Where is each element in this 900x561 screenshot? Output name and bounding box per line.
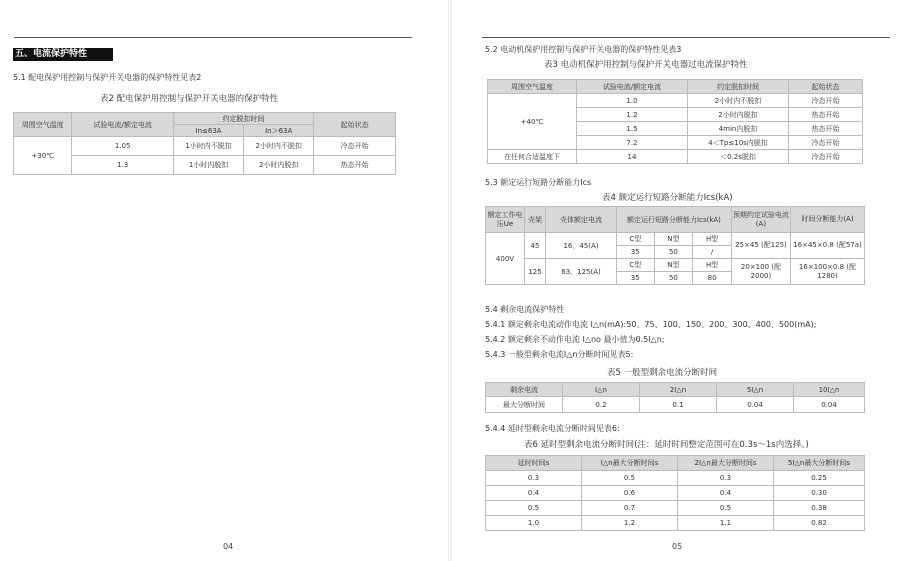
- t4-type: N型: [654, 259, 693, 272]
- t6-cell: 0.25: [774, 471, 865, 486]
- t6-cell: 0.7: [582, 501, 678, 516]
- t3-cell: 1.2: [577, 108, 688, 122]
- t4-voltage: 400V: [486, 233, 525, 285]
- t3-h: 周围空气温度: [488, 80, 577, 94]
- t2-temp: +30℃: [14, 137, 72, 175]
- table2: [13, 112, 396, 175]
- t6-cell: 0.38: [774, 501, 865, 516]
- table5: [485, 382, 865, 413]
- t2-h-state: 起始状态: [314, 113, 396, 137]
- t2-h-time: 约定脱扣时间: [173, 113, 313, 125]
- t3-h: 试验电流/额定电流: [577, 80, 688, 94]
- t3-cell: 1.5: [577, 122, 688, 136]
- t4-type: N型: [654, 233, 693, 246]
- table3: [487, 79, 863, 164]
- t2-cell: 1小时内不脱扣: [173, 137, 243, 156]
- t6-cell: 0.3: [486, 471, 582, 486]
- t6-cell: 0.30: [774, 486, 865, 501]
- t6-cell: 1.0: [486, 516, 582, 531]
- t3-h: 约定脱扣时间: [688, 80, 789, 94]
- t3-cell: ＜0.2s脱扣: [688, 150, 789, 164]
- table3-caption: 表3 电动机保护用控制与保护开关电器过电流保护特性: [544, 60, 748, 70]
- t3-cell: 14: [577, 150, 688, 164]
- section-5-4-2: 5.4.2 额定剩余不动作电流 I△no 最小值为0.5I△n;: [485, 335, 665, 344]
- right-page: [452, 0, 900, 561]
- t6-cell: 0.5: [678, 501, 774, 516]
- t5-h: I△n: [563, 383, 640, 397]
- t3-cell: 2小时内不脱扣: [688, 94, 789, 108]
- t2-cell: 1小时内脱扣: [173, 156, 243, 175]
- t3-cell: 7.2: [577, 136, 688, 150]
- t4-expected: 25×45 (配125): [731, 233, 790, 259]
- t4-h: 时间分断能力(A): [790, 207, 864, 233]
- t4-expected: 20×100 (配2000): [731, 259, 790, 285]
- table4: [485, 206, 865, 285]
- t2-cell: 2小时内脱扣: [244, 156, 314, 175]
- t4-type: C型: [617, 233, 655, 246]
- t4-value: /: [693, 246, 732, 259]
- t5-cell: 最大分断时间: [486, 397, 563, 413]
- t4-current: 63、125(A): [546, 259, 617, 285]
- t3-cell: 热态开始: [789, 108, 863, 122]
- t3-temp: +40℃: [488, 94, 577, 150]
- t5-h: 10I△n: [794, 383, 865, 397]
- t4-type: H型: [693, 259, 732, 272]
- section-5-2: 5.2 电动机保护用控制与保护开关电器的保护特性见表3: [485, 45, 682, 54]
- section-5-4-3: 5.4.3 一般型剩余电流I△n分断时间见表5:: [485, 350, 634, 359]
- t2-h-ratio: 试验电流/额定电流: [72, 113, 174, 137]
- left-top-rule: [14, 37, 412, 38]
- t3-cell: 冷态开始: [789, 94, 863, 108]
- t2-cell: 1.05: [72, 137, 174, 156]
- t3-cell: 在任何合适温度下: [488, 150, 577, 164]
- t3-h: 起始状态: [789, 80, 863, 94]
- page-number-right: 05: [672, 542, 683, 551]
- table4-caption: 表4 额定运行短路分断能力Ics(kA): [602, 193, 733, 203]
- t4-value: 35: [617, 246, 655, 259]
- section-title: 五、电流保护特性: [13, 48, 113, 61]
- t4-h: 额定运行短路分断能力Ics(kA): [617, 207, 732, 233]
- t6-cell: 0.6: [582, 486, 678, 501]
- t4-current: 16、45(A): [546, 233, 617, 259]
- t3-cell: 热态开始: [789, 122, 863, 136]
- t6-h: 5I△n最大分断时间s: [774, 456, 865, 471]
- t4-type: C型: [617, 259, 655, 272]
- section-5-4-4: 5.4.4 延时型剩余电流分断时间见表6:: [485, 424, 620, 433]
- t5-cell: 0.1: [640, 397, 717, 413]
- t3-cell: 4＜Tp≤10s内脱扣: [688, 136, 789, 150]
- t5-h: 剩余电流: [486, 383, 563, 397]
- t6-cell: 1.1: [678, 516, 774, 531]
- t4-h: 预期约定试验电流(A): [731, 207, 790, 233]
- right-top-rule: [482, 37, 890, 38]
- t6-cell: 1.2: [582, 516, 678, 531]
- t5-cell: 0.04: [717, 397, 794, 413]
- t5-h: 2I△n: [640, 383, 717, 397]
- section-5-3: 5.3 额定运行短路分断能力Ics: [485, 178, 592, 187]
- t6-h: 2I△n最大分断时间s: [678, 456, 774, 471]
- section-5-4: 5.4 剩余电流保护特性: [485, 305, 565, 314]
- t4-frame: 125: [525, 259, 546, 285]
- t4-h: 额定工作电压Ue: [486, 207, 525, 233]
- t4-type: H型: [693, 233, 732, 246]
- t4-time: 16×45×0.8 (配57a): [790, 233, 864, 259]
- t6-cell: 0.5: [486, 501, 582, 516]
- t3-cell: 4min内脱扣: [688, 122, 789, 136]
- t5-h: 5I△n: [717, 383, 794, 397]
- page-number-left: 04: [223, 542, 234, 551]
- table2-caption: 表2 配电保护用控制与保护开关电器的保护特性: [100, 94, 279, 104]
- t2-cell: 1.3: [72, 156, 174, 175]
- t3-cell: 1.0: [577, 94, 688, 108]
- t4-time: 16×100×0.8 (配1280): [790, 259, 864, 285]
- t4-h: 壳架: [525, 207, 546, 233]
- t4-h: 壳体额定电流: [546, 207, 617, 233]
- t6-cell: 0.4: [678, 486, 774, 501]
- section-5-1: 5.1 配电保护用控制与保护开关电器的保护特性见表2: [13, 73, 202, 82]
- t4-value: 50: [654, 272, 693, 285]
- t5-cell: 0.04: [794, 397, 865, 413]
- t6-h: I△n最大分断时间s: [582, 456, 678, 471]
- t6-cell: 0.5: [582, 471, 678, 486]
- t2-h-gt63: In＞63A: [244, 125, 314, 137]
- t4-value: 50: [654, 246, 693, 259]
- t2-cell: 热态开始: [314, 156, 396, 175]
- table6-caption: 表6 延时型剩余电流分断时间(注：延时时间整定范围可在0.3s～1s内选择。): [524, 440, 809, 450]
- t3-cell: 2小时内脱扣: [688, 108, 789, 122]
- t4-value: 35: [617, 272, 655, 285]
- t2-h-le63: In≤63A: [173, 125, 243, 137]
- t3-cell: 冷态开始: [789, 136, 863, 150]
- left-page: [0, 0, 448, 561]
- t2-h-temp: 周围空气温度: [14, 113, 72, 137]
- t6-cell: 0.4: [486, 486, 582, 501]
- t2-cell: 冷态开始: [314, 137, 396, 156]
- t2-cell: 2小时内不脱扣: [244, 137, 314, 156]
- table5-caption: 表5 一般型剩余电流分断时间: [607, 368, 718, 378]
- t4-frame: 45: [525, 233, 546, 259]
- section-5-4-1: 5.4.1 额定剩余电流动作电流 I△n(mA):50、75、100、150、200、300、400、500(mA);: [485, 320, 817, 329]
- t6-h: 延时时间s: [486, 456, 582, 471]
- t3-cell: 冷态开始: [789, 150, 863, 164]
- t5-cell: 0.2: [563, 397, 640, 413]
- t4-value: 80: [693, 272, 732, 285]
- table6: [485, 455, 865, 531]
- t6-cell: 0.82: [774, 516, 865, 531]
- t6-cell: 0.3: [678, 471, 774, 486]
